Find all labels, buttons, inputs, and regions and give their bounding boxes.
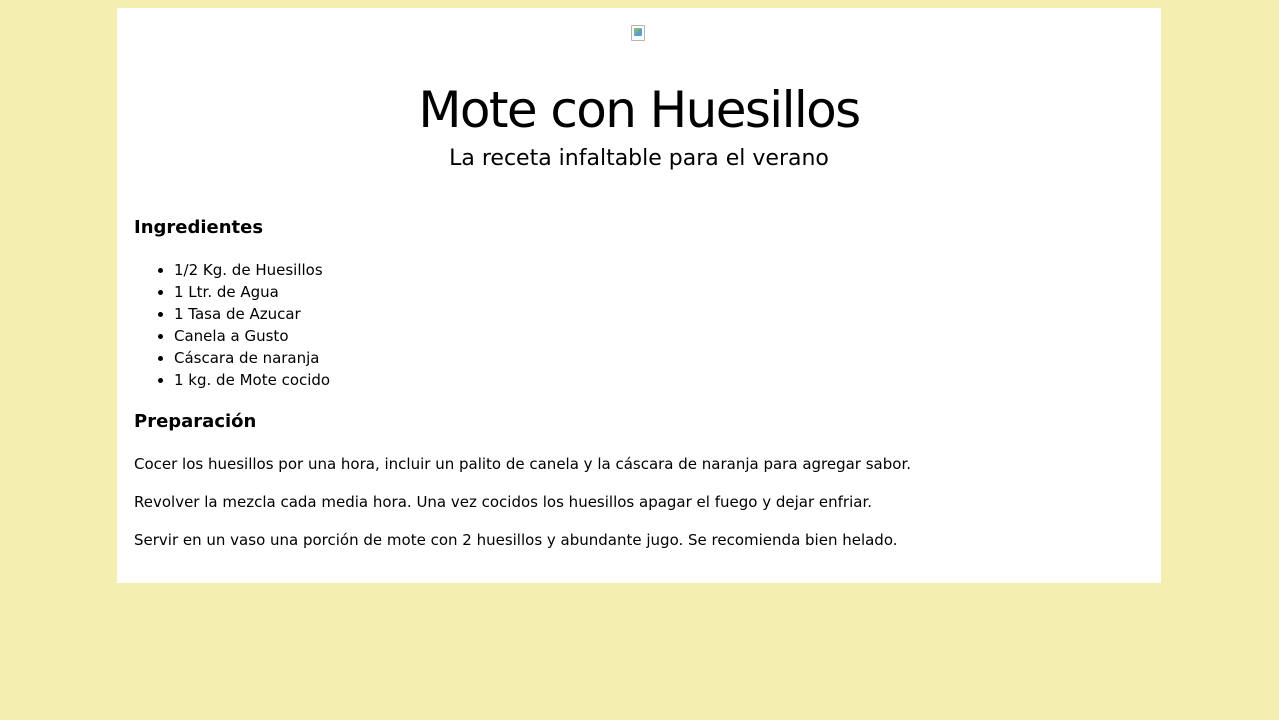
page-subtitle: La receta infaltable para el verano [449,146,829,171]
list-item: • 1 Ltr. de Agua [174,281,330,303]
list-item: • Cáscara de naranja [174,347,330,369]
preparation-heading: Preparación [134,411,257,432]
broken-image-icon [631,25,645,41]
preparation-step: Servir en un vaso una porción de mote con 2 huesillos y abundante jugo. Se recomienda bien helado. [134,531,898,549]
list-item: • Canela a Gusto [174,325,330,347]
ingredients-list [134,259,330,391]
list-item: • 1/2 Kg. de Huesillos [174,259,330,281]
preparation-step: Revolver la mezcla cada media hora. Una vez cocidos los huesillos apagar el fuego y dejar enfriar. [134,493,872,511]
page-title: Mote con Huesillos [418,81,860,139]
recipe-card [117,8,1161,583]
list-item: • 1 kg. de Mote cocido [174,369,330,391]
ingredients-heading: Ingredientes [134,217,264,238]
list-item: • 1 Tasa de Azucar [174,303,330,325]
preparation-step: Cocer los huesillos por una hora, incluir un palito de canela y la cáscara de naranja para agregar sabor. [134,455,912,473]
